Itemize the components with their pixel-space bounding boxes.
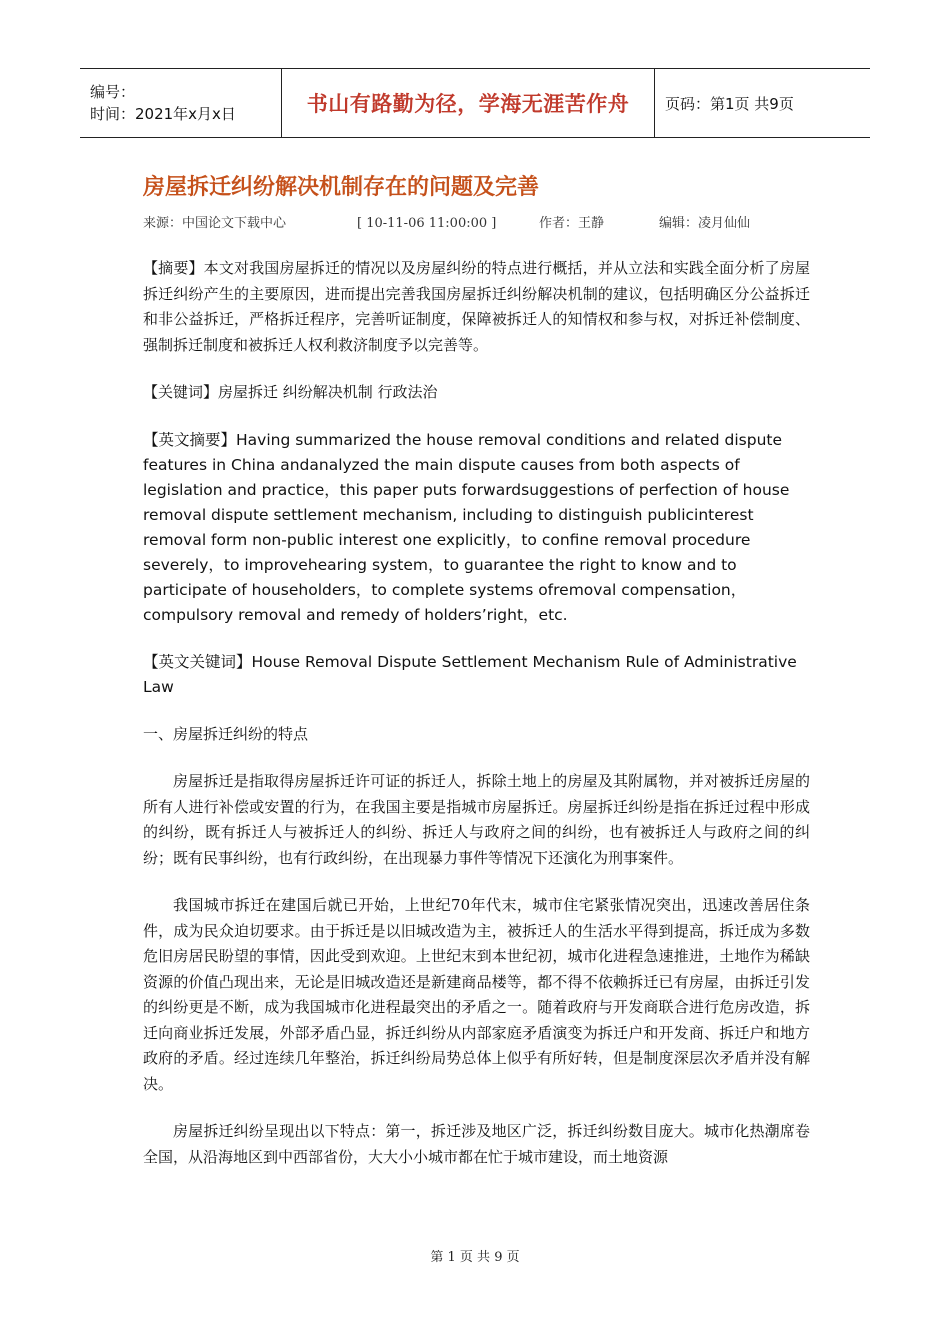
section-heading: 一、房屋拆迁纠纷的特点 xyxy=(143,724,309,743)
document-date: 时间：2021年x月x日 xyxy=(90,105,236,123)
english-keywords-paragraph: 【英文关键词】House Removal Dispute Settlement Mechanism Rule of Administrative Law xyxy=(143,652,797,696)
header-motto: 书山有路勤为径，学海无涯苦作舟 xyxy=(306,92,630,116)
body-paragraph: 我国城市拆迁在建国后就已开始，上世纪70年代末，城市住宅紧张情况突出，迅速改善居住条件，成为民众迫切要求。由于拆迁是以旧城改造为主，被拆迁人的生活水平得到提高，拆迁成为多数危旧房居民盼望的事情，因此受到欢迎。上世纪末到本世纪初，城市化进程急速推进，土地作为稀缺资源的价值凸现出来，无论是旧城改造还是新建商品楼等，都不得不依赖拆迁已有房屋，由拆迁引发的纠纷更是不断，成为我国城市化进程最突出的矛盾之一。随着政府与开发商联合进行危房改造，拆迁向商业拆迁发展，外部矛盾凸显，拆迁纠纷从内部家庭矛盾演变为拆迁户和开发商、拆迁户和地方政府的矛盾。经过连续几年整治，拆迁纠纷局势总体上似乎有所好转，但是制度深层次矛盾并没有解决。 xyxy=(143,896,810,1093)
abstract-paragraph: 【摘要】本文对我国房屋拆迁的情况以及房屋纠纷的特点进行概括，并从立法和实践全面分析了房屋拆迁纠纷产生的主要原因，进而提出完善我国房屋拆迁纠纷解决机制的建议，包括明确区分公益拆迁和非公益拆迁，严格拆迁程序，完善听证制度，保障被拆迁人的知情权和参与权，对拆迁补偿制度、强制拆迁制度和被拆迁人权利救济制度予以完善等。 xyxy=(143,259,810,354)
article-author: 作者：王静 xyxy=(539,216,605,231)
body-paragraph: 房屋拆迁是指取得房屋拆迁许可证的拆迁人，拆除土地上的房屋及其附属物，并对被拆迁房屋的所有人进行补偿或安置的行为，在我国主要是指城市房屋拆迁。房屋拆迁纠纷是指在拆迁过程中形成的纠纷，既有拆迁人与被拆迁人的纠纷、拆迁人与政府之间的纠纷，也有被拆迁人与政府之间的纠纷；既有民事纠纷，也有行政纠纷，在出现暴力事件等情况下还演化为刑事案件。 xyxy=(143,772,810,867)
article-title: 房屋拆迁纠纷解决机制存在的问题及完善 xyxy=(143,175,540,200)
article-meta xyxy=(143,212,823,231)
header-table xyxy=(80,68,870,138)
header-page-info: 页码：第1页 共9页 xyxy=(665,94,794,113)
header-page-cell xyxy=(655,69,870,137)
page-footer: 第 1 页 共 9 页 xyxy=(430,1250,520,1265)
header-left-cell xyxy=(80,69,282,137)
body-paragraph: 房屋拆迁纠纷呈现出以下特点：第一，拆迁涉及地区广泛，拆迁纠纷数目庞大。城市化热潮席卷全国，从沿海地区到中西部省份，大大小小城市都在忙于城市建设，而土地资源 xyxy=(143,1122,810,1166)
article-datetime: [ 10-11-06 11:00:00 ] xyxy=(357,216,497,231)
article-body xyxy=(143,256,810,1192)
keywords-paragraph: 【关键词】房屋拆迁 纠纷解决机制 行政法治 xyxy=(143,383,438,401)
header-motto-cell xyxy=(282,69,655,137)
document-number-label: 编号： xyxy=(90,83,136,101)
english-abstract-paragraph: 【英文摘要】Having summarized the house removal conditions and related dispute features in China andanalyzed the main dispute causes from both aspects of legislation and practice，this paper puts forwardsuggestions of perfection of house removal dispute settlement mechanism, including to distinguish publicinterest removal form non-public interest one explicitly，to confine removal procedure severely，to improvehearing system，to guarantee the right to know and to participate of householders，to complete systems ofremoval compensation，compulsory removal and remedy of holders’right，etc. xyxy=(143,430,790,624)
article-editor: 编辑：凌月仙仙 xyxy=(659,216,751,231)
article-source: 来源：中国论文下载中心 xyxy=(143,216,287,231)
